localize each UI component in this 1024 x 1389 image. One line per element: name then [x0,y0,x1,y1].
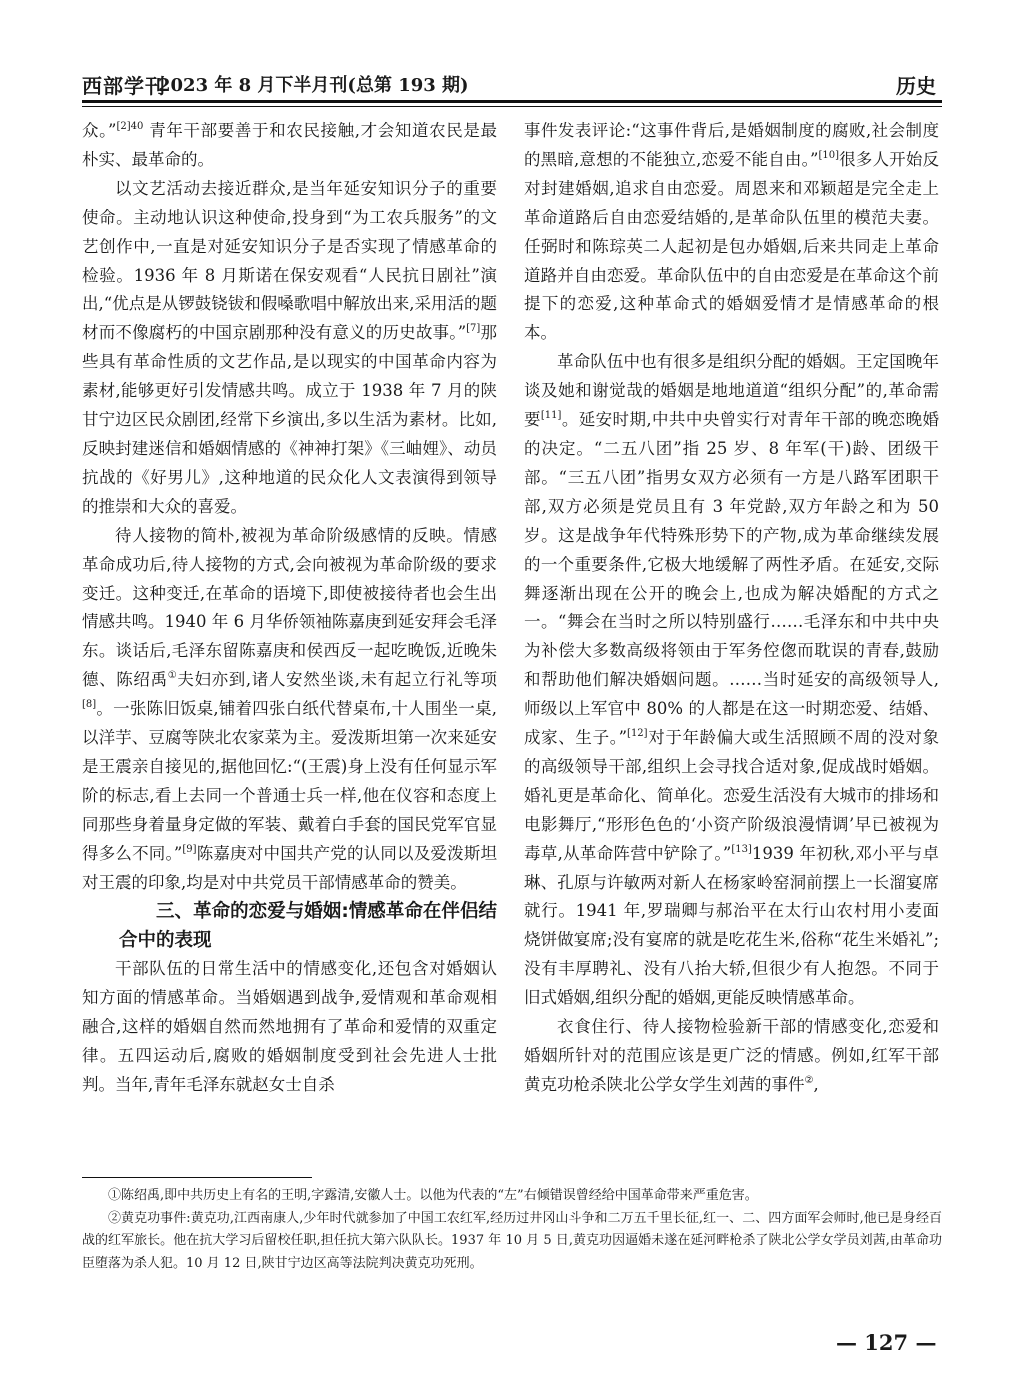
paragraph: 待人接物的简朴,被视为革命阶级感情的反映。情感革命成功后,待人接物的方式,会向被视为革命阶级的要求变迁。这种变迁,在革命的语境下,即使被接待者也会生出情感共鸣。1940 年 6 月华侨领袖陈嘉庚到延安拜会毛泽东。谈话后,毛泽东留陈嘉庚和侯西反一起吃晚饭,近晚朱德、陈绍禹①夫妇亦到,诸人安然坐谈,未有起立行礼等项[8]。一张陈旧饭桌,铺着四张白纸代替桌布,十人围坐一桌,以洋芋、豆腐等陕北农家菜为主。爱泼斯坦第一次来延安是王震亲自接见的,据他回忆:“(王震)身上没有任何显示军阶的标志,看上去同一个普通士兵一样,他在仪容和态度上同那些身着量身定做的军装、戴着白手套的国民党军官显得多么不同。”[9]陈嘉庚对中国共产党的认同以及爱泼斯坦对王震的印象,均是对中共党员干部情感革命的赞美。 [82,525,498,892]
footnote-mark: ② [804,1074,814,1086]
footnotes [82,1185,942,1275]
citation: [2]40 [116,121,144,132]
section-heading: 三、革命的恋爱与婚姻:情感革命在伴侣结合中的表现 [119,901,497,952]
right-column [524,117,939,1100]
citation: [13] [731,843,752,855]
footnote: ②黄克功事件:黄克功,江西南康人,少年时代就参加了中国工农红军,经历过井冈山斗争和二万五千里长征,红一、二、四方面军会师时,他已是身经百战的红军旅长。他在抗大学习后留校任职,担任抗大第六队队长。1937 年 10 月 5 日,黄克功因逼婚未遂在延河畔枪杀了陕北公学女学员刘茜,由革命功臣堕落为杀人犯。10 月 12 日,陕甘宁边区高等法院判决黄克功死刑。 [82,1210,942,1271]
issue-info: 2023 年 8 月下半月刊(总第 193 期) [158,75,469,96]
citation: [7] [466,323,481,335]
paragraph: 干部队伍的日常生活中的情感变化,还包含对婚姻认知方面的情感革命。当婚姻遇到战争,爱情观和革命观相融合,这样的婚姻自然而然地拥有了革命和爱情的双重定律。五四运动后,腐败的婚姻制度受到社会先进人士批判。当年,青年毛泽东就赵女士自杀 [82,959,497,1095]
left-column [82,117,497,1100]
header-rule-thick [82,100,942,103]
paragraph: 以文艺活动去接近群众,是当年延安知识分子的重要使命。主动地认识这种使命,投身到“为工农兵服务”的文艺创作中,一直是对延安知识分子是否实现了情感革命的检验。1936 年 8 月斯诺在保安观看“人民抗日剧社”演出,“优点是从锣鼓铙钹和假嗓歌唱中解放出来,采用活的题材而不像腐朽的中国京剧那种没有意义的历史故事。”[7]那些具有革命性质的文艺作品,是以现实的中国革命内容为素材,能够更好引发情感共鸣。成立于 1938 年 7 月的陕甘宁边区民众剧团,经常下乡演出,多以生活为素材。比如,反映封建迷信和婚姻情感的《神神打架》《三岫娌》、动员抗战的《好男儿》,这种地道的民众化人文表演得到领导的推崇和大众的喜爱。 [82,178,498,516]
citation: [10] [818,149,839,161]
citation: [12] [627,728,648,740]
citation: [11] [540,410,562,422]
journal-logo: 西部学刊 [82,74,166,98]
citation: [8] [82,699,97,711]
section-title: 历史 [896,74,936,98]
paragraph: 衣食住行、待人接物检验新干部的情感变化,恋爱和婚姻所针对的范围应该是更广泛的情感。例如,红军干部黄克功枪杀陕北公学女学生刘茜的事件②, [524,1017,939,1094]
footnote: ①陈绍禹,即中共历史上有名的王明,字露清,安徽人士。以他为代表的“左”右倾错误曾经给中国革命带来严重危害。 [108,1188,758,1203]
page-number: — 127 — [836,1330,937,1355]
paragraph: 事件发表评论:“这事件背后,是婚姻制度的腐败,社会制度的黑暗,意想的不能独立,恋爱不能自由。”[10]很多人开始反对封建婚姻,追求自由恋爱。周恩来和邓颖超是完全走上革命道路后自由恋爱结婚的,是革命队伍里的模范夫妻。任弼时和陈琮英二人起初是包办婚姻,后来共同走上革命道路并自由恋爱。革命队伍中的自由恋爱是在革命这个前提下的恋爱,这种革命式的婚姻爱情才是情感革命的根本。 [524,121,939,343]
paragraph: 革命队伍中也有很多是组织分配的婚姻。王定国晚年谈及她和谢觉哉的婚姻是地地道道“组织分配”的,革命需要[11]。延安时期,中共中央曾实行对青年干部的晚恋晚婚的决定。“二五八团”指 25 岁、8 年军(干)龄、团级干部。“三五八团”指男女双方必须有一方是八路军团职干部,双方必须是党员且有 3 年党龄,双方年龄之和为 50 岁。这是战争年代特殊形势下的产物,成为革命继续发展的一个重要条件,它极大地缓解了两性矛盾。在延安,交际舞逐渐出现在公开的晚会上,也成为解决婚配的方式之一。“舞会在当时之所以特别盛行……毛泽东和中共中央为补偿大多数高级将领由于军务倥偬而耽误的青春,鼓励和帮助他们解决婚姻问题。……当时延安的高级领导人,师级以上军官中 80% 的人都是在这一时期恋爱、结婚、成家、生子。”[12]对于年龄偏大或生活照顾不周的没对象的高级领导干部,组织上会寻找合适对象,促成战时婚姻。婚礼更是革命化、简单化。恋爱生活没有大城市的排场和电影舞厅,“形形色色的‘小资产阶级浪漫情调’早已被视为毒草,从革命阵营中铲除了。”[13]1939 年初秋,邓小平与卓琳、孔原与许敏两对新人在杨家岭窑洞前摆上一长溜宴席就行。1941 年,罗瑞卿与郝治平在太行山农村用小麦面烧饼做宴席;没有宴席的就是吃花生米,俗称“花生米婚礼”;没有丰厚聘礼、没有八抬大轿,但很少有人抱怨。不同于旧式婚姻,组织分配的婚姻,更能反映情感革命。 [524,352,940,1008]
citation: [9] [182,843,197,855]
paragraph: 众。”$^{[2]40}$ 青年干部要善于和农民接触,才会知道农民是最朴实、最革命的。 [82,121,498,169]
page-header [82,68,942,98]
footnote-divider [82,1177,312,1178]
header-rule-thin [82,106,942,107]
footnote-mark: ① [167,670,178,682]
